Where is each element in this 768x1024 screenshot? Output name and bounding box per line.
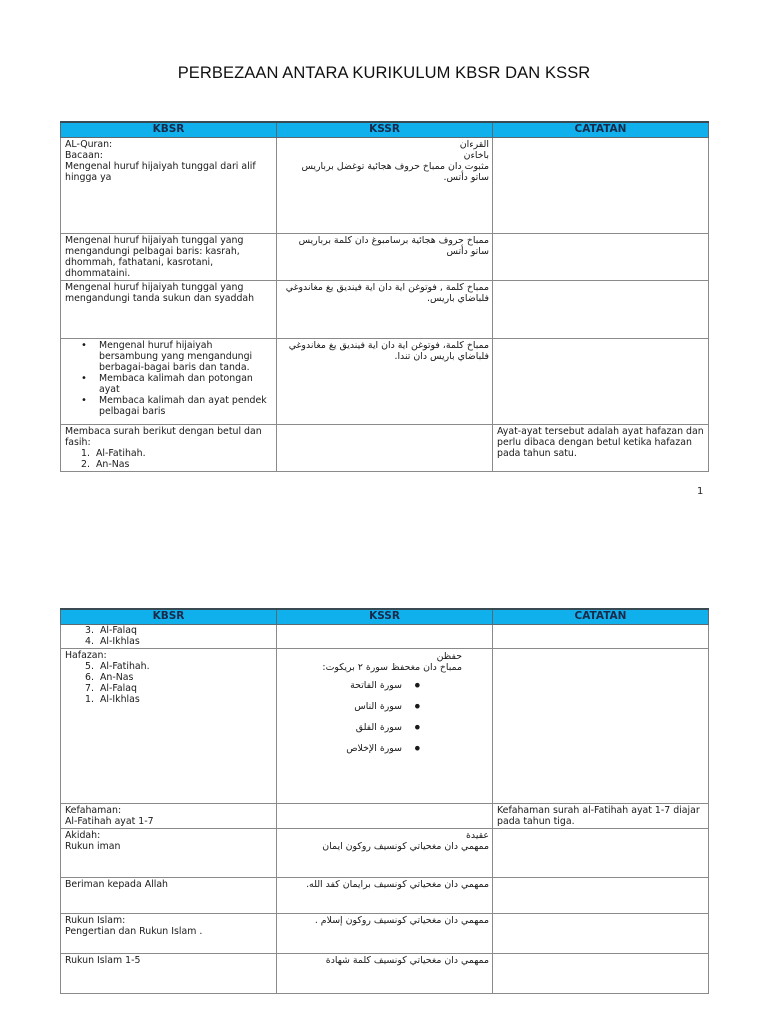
list-text: An-Nas — [96, 458, 130, 470]
header-catatan: CATATAN — [493, 609, 709, 624]
list-item: • سورة الناس — [281, 696, 402, 717]
kssr-text: حفظن — [436, 650, 462, 662]
table-header-row — [61, 122, 709, 137]
catatan-cell — [493, 913, 709, 953]
kbsr-cell — [61, 913, 277, 953]
table-row — [61, 648, 709, 803]
header-kbsr: KBSR — [61, 609, 277, 624]
kssr-cell: ممهمي دان مغحياتي كونسيف برايمان كفد الله. — [277, 877, 493, 913]
list-text: Al-Fatihah. — [96, 447, 146, 459]
table-row — [61, 233, 709, 280]
list-number: 6. — [85, 671, 94, 683]
kbsr-cell — [61, 424, 277, 471]
kssr-cell — [277, 828, 493, 877]
kbsr-cell: Rukun Islam 1-5 — [61, 953, 277, 993]
list-item — [85, 694, 273, 705]
list-item: • Membaca kalimah dan potongan ayat — [99, 373, 273, 395]
table-row — [61, 338, 709, 424]
list-number: 4. — [85, 635, 94, 647]
kbsr-text: Pengertian dan Rukun Islam . — [65, 925, 203, 937]
header-catatan: CATATAN — [493, 122, 709, 137]
kssr-cell — [277, 624, 493, 648]
header-kssr: KSSR — [277, 122, 493, 137]
kssr-cell — [277, 803, 493, 828]
table-row — [61, 624, 709, 648]
kssr-text: باخاءن — [463, 149, 489, 161]
table-row — [61, 953, 709, 993]
comparison-table-page-1 — [60, 121, 709, 472]
kssr-cell: ممباخ كلمة , فوتوغن اية دان اية فينديق يغ مغاندوغي فلباضاي باريس. — [277, 280, 493, 338]
list-text: An-Nas — [100, 671, 134, 683]
header-kssr: KSSR — [277, 609, 493, 624]
kssr-text: ممهمي دان مغحياتي كونسيف روكون ايمان — [322, 840, 489, 852]
kbsr-text: Membaca surah berikut dengan betul dan fasih: — [65, 425, 262, 448]
list-text: Al-Ikhlas — [100, 635, 140, 647]
list-number: 1. — [81, 447, 90, 459]
list-number: 5. — [85, 660, 94, 672]
surah-list — [65, 625, 273, 647]
kbsr-cell: Mengenal huruf hijaiyah tunggal yang mengandungi pelbagai baris: kasrah, dhommah, fathatani, kasrotani, dhommataini. — [61, 233, 277, 280]
hafazan-list — [65, 661, 273, 705]
table-row — [61, 913, 709, 953]
list-item — [81, 448, 273, 459]
kssr-cell: ممهمي دان مغحياتي كونسيف كلمة شهادة — [277, 953, 493, 993]
kbsr-text: Akidah: — [65, 829, 101, 841]
list-number: 1. — [85, 693, 94, 705]
table-row — [61, 877, 709, 913]
table-row — [61, 280, 709, 338]
list-item: • Membaca kalimah dan ayat pendek pelbagai baris — [99, 395, 273, 417]
kbsr-text: Kefahaman: — [65, 804, 122, 816]
catatan-cell — [493, 233, 709, 280]
table-row — [61, 803, 709, 828]
kbsr-cell: Beriman kepada Allah — [61, 877, 277, 913]
catatan-cell — [493, 828, 709, 877]
catatan-cell — [493, 137, 709, 233]
catatan-cell: Kefahaman surah al-Fatihah ayat 1-7 diajar pada tahun tiga. — [493, 803, 709, 828]
list-item — [85, 672, 273, 683]
list-item — [85, 636, 273, 647]
kssr-text: ممباخ دان مغحفظ سورة ٢ بريكوت: — [322, 661, 462, 673]
list-item: • سورة الفاتحة — [281, 675, 402, 696]
catatan-cell — [493, 648, 709, 803]
list-number: 7. — [85, 682, 94, 694]
kbsr-text: AL-Quran: — [65, 138, 113, 150]
kbsr-text: Al-Fatihah ayat 1-7 — [65, 815, 154, 827]
table-header-row — [61, 609, 709, 624]
catatan-cell — [493, 953, 709, 993]
kbsr-cell — [61, 624, 277, 648]
kbsr-text: Mengenal huruf hijaiyah tunggal dari alif hingga ya — [65, 160, 256, 183]
page-number: 1 — [697, 486, 704, 497]
catatan-cell — [493, 877, 709, 913]
kbsr-cell — [61, 137, 277, 233]
catatan-cell — [493, 280, 709, 338]
list-item: • سورة الإخلاص — [281, 738, 402, 759]
kssr-cell — [277, 648, 493, 803]
catatan-cell: Ayat-ayat tersebut adalah ayat hafazan dan perlu dibaca dengan betul ketika hafazan pada tahun satu. — [493, 424, 709, 471]
kssr-cell — [277, 137, 493, 233]
kbsr-cell — [61, 803, 277, 828]
kssr-cell: ممباخ حروف هجائية برسامبوغ دان كلمة برباريس ساتو دأتس — [277, 233, 493, 280]
list-text: Al-Falaq — [100, 624, 137, 636]
kssr-text: مثبوت دان ممباخ حروف هجائية توغضل برباريس ساتو دأتس. — [301, 160, 489, 183]
list-item — [85, 683, 273, 694]
kssr-text: عقيدة — [466, 829, 489, 841]
catatan-cell — [493, 338, 709, 424]
surah-list — [65, 448, 273, 470]
table-row — [61, 137, 709, 233]
list-item — [85, 661, 273, 672]
kbsr-text: Rukun iman — [65, 840, 121, 852]
kbsr-bullet-list — [65, 340, 273, 417]
kbsr-cell: Mengenal huruf hijaiyah tunggal yang mengandungi tanda sukun dan syaddah — [61, 280, 277, 338]
kssr-cell: ممهمي دان مغحياتي كونسيف روكون إسلام . — [277, 913, 493, 953]
document-title: PERBEZAAN ANTARA KURIKULUM KBSR DAN KSSR — [177, 64, 591, 82]
header-kbsr: KBSR — [61, 122, 277, 137]
catatan-cell — [493, 624, 709, 648]
kssr-cell — [277, 424, 493, 471]
table-row — [61, 828, 709, 877]
comparison-table-page-2 — [60, 608, 709, 994]
kbsr-text: Rukun Islam: — [65, 914, 126, 926]
list-text: Al-Ikhlas — [100, 693, 140, 705]
list-item: • Mengenal huruf hijaiyah bersambung yang mengandungi berbagai-bagai baris dan tanda. — [99, 340, 273, 373]
kbsr-cell — [61, 828, 277, 877]
table-row — [61, 424, 709, 471]
list-item: • سورة الفلق — [281, 717, 402, 738]
kssr-text: القرءان — [459, 138, 489, 150]
list-item — [81, 459, 273, 470]
kssr-surah-bullet-list — [281, 675, 462, 759]
list-text: Al-Fatihah. — [100, 660, 150, 672]
kssr-cell: ممباخ كلمة، فوتوغن اية دان اية فينديق يغ مغاندوغي فلباضاي باريس دان تندا. — [277, 338, 493, 424]
kbsr-text: Hafazan: — [65, 649, 107, 661]
list-number: 2. — [81, 458, 90, 470]
list-number: 3. — [85, 624, 94, 636]
list-item — [85, 625, 273, 636]
kbsr-text: Bacaan: — [65, 149, 103, 161]
kbsr-cell — [61, 338, 277, 424]
list-text: Al-Falaq — [100, 682, 137, 694]
kbsr-cell — [61, 648, 277, 803]
